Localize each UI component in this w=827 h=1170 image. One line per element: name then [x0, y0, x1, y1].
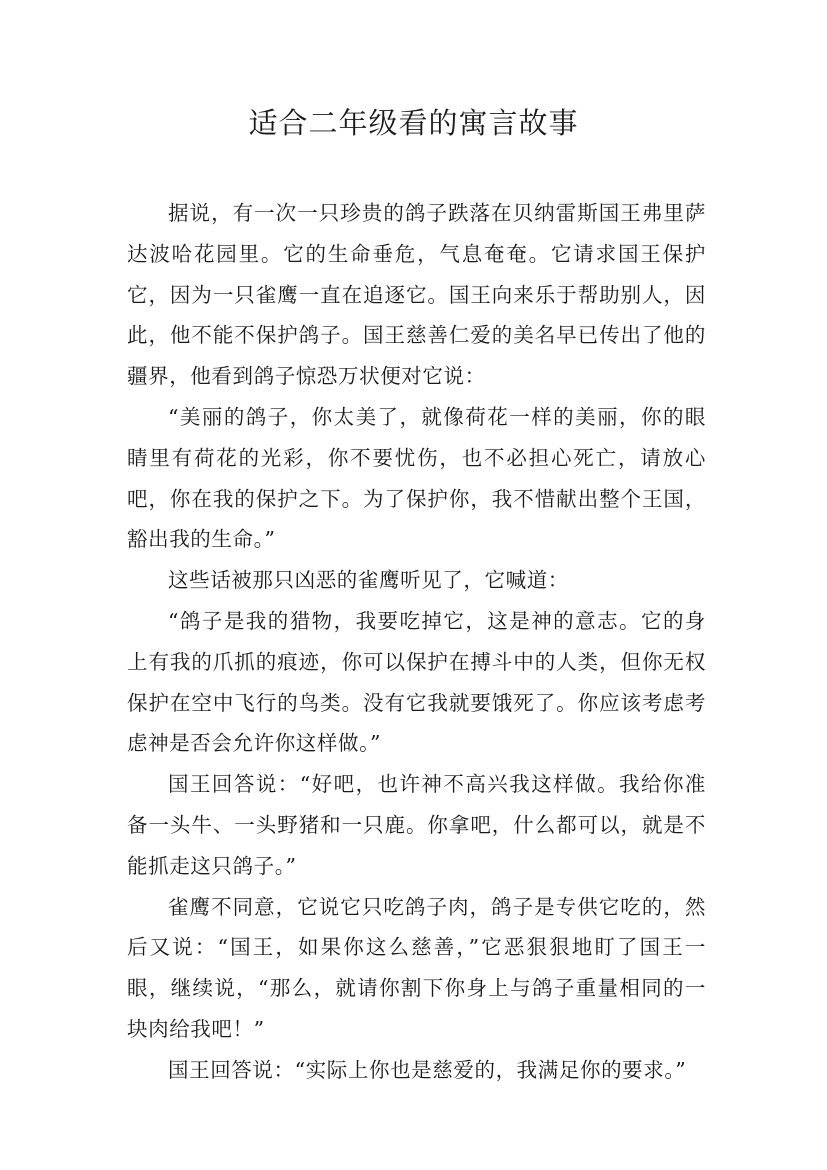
paragraph-6: 雀鹰不同意，它说它只吃鸽子肉，鸽子是专供它吃的，然后又说：“国王，如果你这么慈善，”它恶狠狠地盯了国王一眼，继续说，“那么，就请你割下你身上与鸽子重量相同的一块肉给我吧！”: [127, 894, 706, 1041]
document-title: 适合二年级看的寓言故事: [248, 106, 579, 140]
story-body: [127, 193, 706, 1091]
paragraph-7: 国王回答说：“实际上你也是慈爱的，我满足你的要求。”: [168, 1057, 687, 1082]
paragraph-3: 这些话被那只凶恶的雀鹰听见了，它喊道：: [168, 568, 569, 593]
paragraph-5: 国王回答说：“好吧，也许神不高兴我这样做。我给你准备一头牛、一头野猪和一只鹿。你拿吧，什么都可以，就是不能抓走这只鸽子。”: [127, 772, 706, 878]
paragraph-4: “鸽子是我的猎物，我要吃掉它，这是神的意志。它的身上有我的爪抓的痕迹，你可以保护在搏斗中的人类，但你无权保护在空中飞行的鸟类。没有它我就要饿死了。你应该考虑考虑神是否会允许你这样做。”: [127, 608, 706, 756]
paragraph-1: 据说，有一次一只珍贵的鸽子跌落在贝纳雷斯国王弗里萨达波哈花园里。它的生命垂危，气息奄奄。它请求国王保护它，因为一只雀鹰一直在追逐它。国王向来乐于帮助别人，因此，他不能不保护鸽子。国王慈善仁爱的美名早已传出了他的疆界，他看到鸽子惊恐万状便对它说：: [127, 201, 706, 389]
paragraph-2: “美丽的鸽子，你太美了，就像荷花一样的美丽，你的眼睛里有荷花的光彩，你不要忧伤，也不必担心死亡，请放心吧，你在我的保护之下。为了保护你，我不惜献出整个王国，豁出我的生命。”: [127, 404, 706, 552]
